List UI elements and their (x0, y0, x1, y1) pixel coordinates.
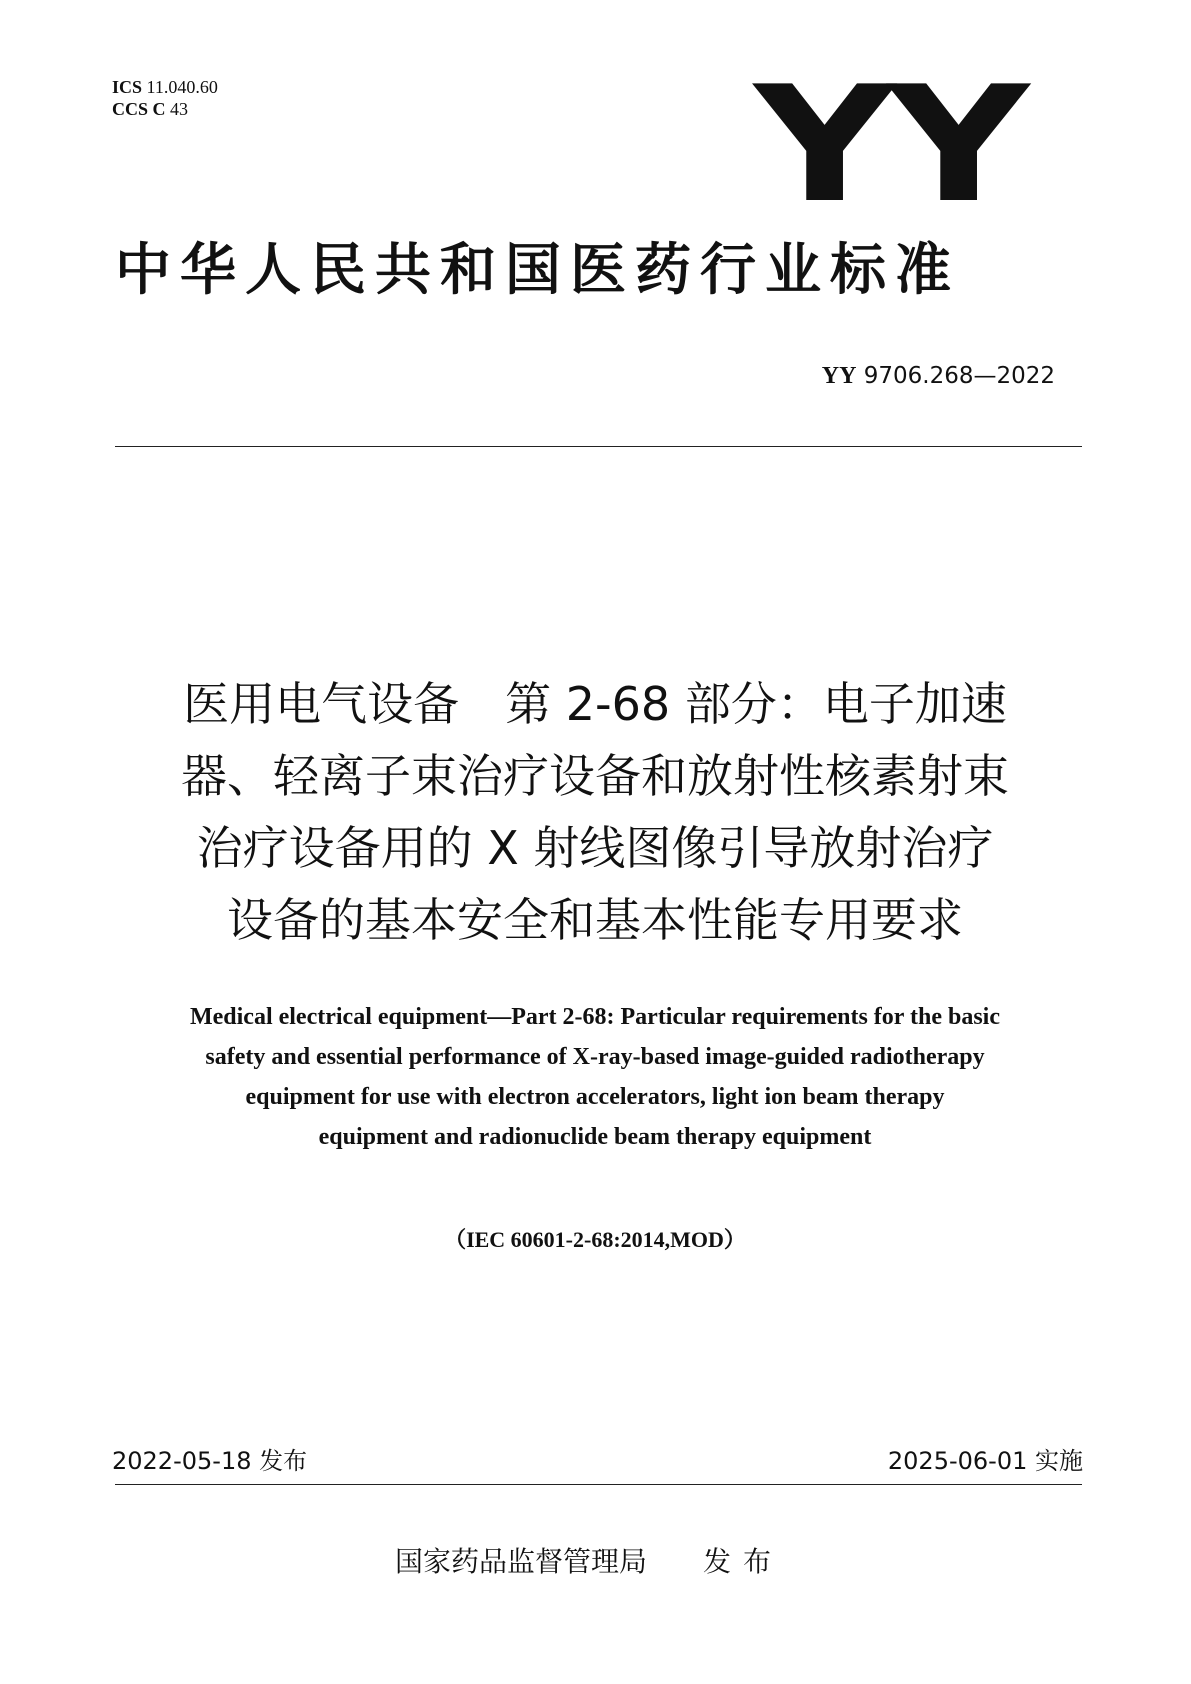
yy-logo: YY (753, 51, 1022, 238)
standard-number-prefix: YY (821, 363, 857, 389)
english-title-line: equipment and radionuclide beam therapy equipment (318, 1124, 872, 1150)
english-title-line: equipment for use with electron accelerators, light ion beam therapy (245, 1084, 945, 1110)
implementation-date: 2025-06-01 实施 (887, 1447, 1083, 1475)
ccs-code (112, 98, 218, 120)
chinese-title-line: 设备的基本安全和基本性能专用要求 (227, 893, 963, 947)
adoption-reference: （IEC 60601-2-68:2014,MOD） (444, 1227, 746, 1252)
chinese-title (112, 668, 1078, 956)
issuing-standard-title: 中华人民共和国医药行业标准 (115, 238, 960, 303)
issue-date: 2022-05-18 发布 (112, 1447, 308, 1475)
ccs-label: CCS C (112, 99, 166, 119)
english-title (112, 997, 1078, 1157)
english-title-line: Medical electrical equipment—Part 2-68: Particular requirements for the basic (189, 1004, 1001, 1030)
bottom-divider (115, 1484, 1082, 1485)
ics-label: ICS (112, 77, 143, 97)
publisher-name: 国家药品监督管理局 (395, 1545, 648, 1578)
publisher-line (395, 1544, 783, 1580)
chinese-title-line: 器、轻离子束治疗设备和放射性核素射束 (181, 749, 1009, 803)
standard-number (822, 362, 1055, 390)
ics-code (112, 76, 218, 98)
top-divider (115, 446, 1082, 447)
classification-codes (112, 76, 218, 120)
english-title-line: safety and essential performance of X-ray-based image-guided radiotherapy (205, 1044, 985, 1070)
chinese-title-line: 医用电气设备 第 2-68 部分：电子加速 (183, 677, 1007, 731)
standard-number-value: 9706.268—2022 (863, 363, 1055, 389)
ccs-value: 43 (170, 99, 189, 119)
publish-action: 发布 (703, 1545, 784, 1578)
ics-value: 11.040.60 (146, 77, 218, 97)
chinese-title-line: 治疗设备用的 X 射线图像引导放射治疗 (196, 821, 994, 875)
